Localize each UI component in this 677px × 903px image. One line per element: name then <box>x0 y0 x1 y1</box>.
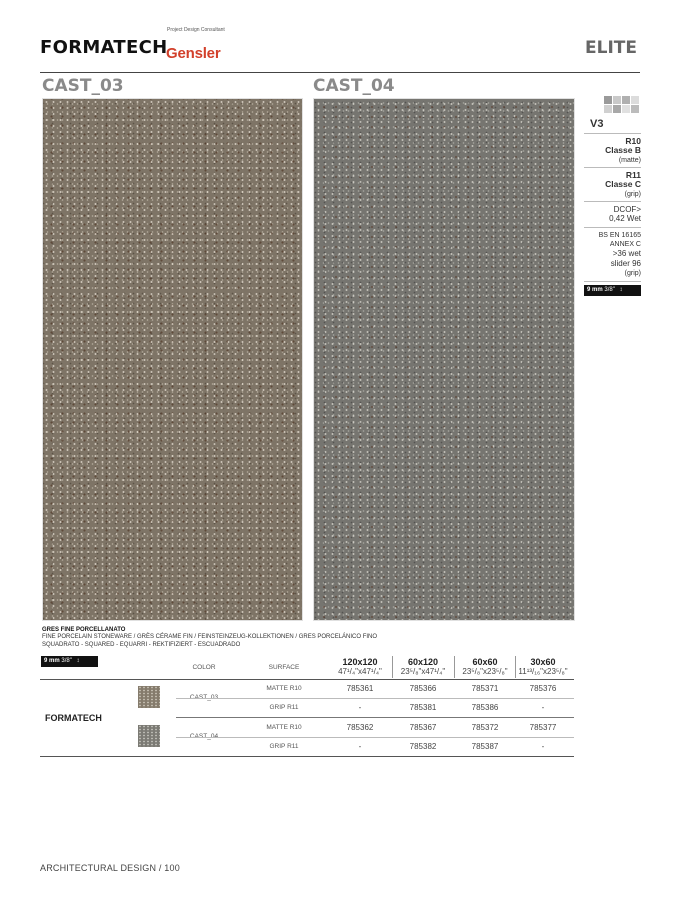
product-code: - <box>358 742 362 751</box>
product-code: 785382 <box>409 742 437 751</box>
column-header-size <box>330 658 390 676</box>
size-inch: 47¹/₄"x47¹/₄" <box>338 667 382 676</box>
side-divider <box>584 201 641 202</box>
thickness-arrow-icon: ↕ <box>619 287 623 293</box>
side-divider <box>584 281 641 282</box>
r11-line3: (grip) <box>624 191 641 198</box>
v3-shade-variation-icon <box>604 96 640 120</box>
color-swatch-cast03 <box>138 686 160 708</box>
product-code: 785362 <box>346 723 374 732</box>
tile-name-cast03: CAST_03 <box>42 76 124 96</box>
size-cm: 60x120 <box>407 657 439 667</box>
bs-en-rating <box>584 231 641 278</box>
row-surface: MATTE R10 <box>266 724 302 731</box>
bs-line4: slider 96 <box>610 259 641 268</box>
row-surface: GRIP R11 <box>269 743 299 750</box>
row-divider <box>176 698 574 699</box>
table-header-divider <box>40 679 574 680</box>
size-inch: 11¹³/₁₆"x23⁵/₈" <box>518 667 568 676</box>
product-code: 785361 <box>346 684 374 693</box>
side-divider <box>584 167 641 168</box>
column-header-size <box>393 658 453 676</box>
table-thickness-mm: 9 mm <box>44 658 60 664</box>
product-code: 785387 <box>471 742 499 751</box>
product-code: - <box>541 742 545 751</box>
product-code: - <box>541 703 545 712</box>
consultant-logo: Gensler <box>166 45 221 62</box>
dcof-rating <box>584 205 641 223</box>
spec-title: GRES FINE PORCELLANATO <box>42 627 126 633</box>
r11-line2: Classe C <box>605 179 641 189</box>
column-header-color: COLOR <box>192 664 216 671</box>
row-surface: MATTE R10 <box>266 685 302 692</box>
thickness-badge <box>584 285 641 296</box>
product-code: 785366 <box>409 684 437 693</box>
size-cm: 120x120 <box>342 657 378 667</box>
consultant-label: Project Design Consultant <box>167 27 225 33</box>
product-code: - <box>358 703 362 712</box>
size-cm: 60x60 <box>472 657 498 667</box>
table-thickness-in: 3/8" <box>61 658 72 664</box>
spec-subtitle-materials: FINE PORCELAIN STONEWARE / GRÈS CÉRAME FIN / FEINSTEINZEUG-KOLLEKTIONEN / GRES PORCELÁNICO FINO <box>42 634 378 640</box>
product-code: 785367 <box>409 723 437 732</box>
r10-line3: (matte) <box>618 157 641 164</box>
size-inch: 23⁵/₈"x47¹/₄" <box>400 667 446 676</box>
r11-rating <box>584 171 641 199</box>
dcof-line2: 0,42 Wet <box>609 214 641 223</box>
brand-title: FORMATECH <box>40 37 168 58</box>
dcof-line1: DCOF> <box>613 205 641 214</box>
column-separator <box>515 656 516 678</box>
row-divider <box>176 717 574 718</box>
product-code: 785386 <box>471 703 499 712</box>
side-divider <box>584 133 641 134</box>
size-inch: 23⁵/₈"x23⁵/₈" <box>462 667 508 676</box>
tile-image-cast04 <box>313 98 575 621</box>
r10-rating <box>584 137 641 165</box>
table-brand: FORMATECH <box>45 713 102 723</box>
row-surface: GRIP R11 <box>269 704 299 711</box>
r10-line2: Classe B <box>605 145 641 155</box>
spec-subtitle-rectified: SQUADRATO - SQUARED - EQUARRI - REKTIFIZIERT - ESCUADRADO <box>42 642 241 648</box>
product-code: 785377 <box>529 723 557 732</box>
column-header-surface: SURFACE <box>268 664 300 671</box>
product-code: 785381 <box>409 703 437 712</box>
column-separator <box>392 656 393 678</box>
column-header-size <box>513 658 573 676</box>
column-header-size <box>455 658 515 676</box>
bs-line5: (grip) <box>624 270 641 277</box>
thickness-mm: 9 mm <box>587 287 603 293</box>
product-code: 785376 <box>529 684 557 693</box>
tile-name-cast04: CAST_04 <box>313 76 395 96</box>
r10-line1: R10 <box>625 136 641 146</box>
collection-title: ELITE <box>585 38 637 58</box>
table-bottom-divider <box>40 756 574 757</box>
bs-line1: BS EN 16165 <box>598 232 641 239</box>
bs-line3: >36 wet <box>612 249 641 258</box>
thickness-in: 3/8" <box>604 287 615 293</box>
product-code: 785372 <box>471 723 499 732</box>
page-footer: ARCHITECTURAL DESIGN / 100 <box>40 863 180 873</box>
column-separator <box>454 656 455 678</box>
v3-label: V3 <box>590 118 604 130</box>
product-code: 785371 <box>471 684 499 693</box>
thickness-arrow-icon: ↕ <box>76 658 80 664</box>
row-divider <box>176 737 574 738</box>
color-swatch-cast04 <box>138 725 160 747</box>
size-cm: 30x60 <box>530 657 556 667</box>
header-divider <box>40 72 640 73</box>
tile-image-cast03 <box>42 98 303 621</box>
bs-line2: ANNEX C <box>609 241 641 248</box>
r11-line1: R11 <box>625 170 641 180</box>
table-thickness-badge <box>41 656 98 667</box>
side-divider <box>584 227 641 228</box>
